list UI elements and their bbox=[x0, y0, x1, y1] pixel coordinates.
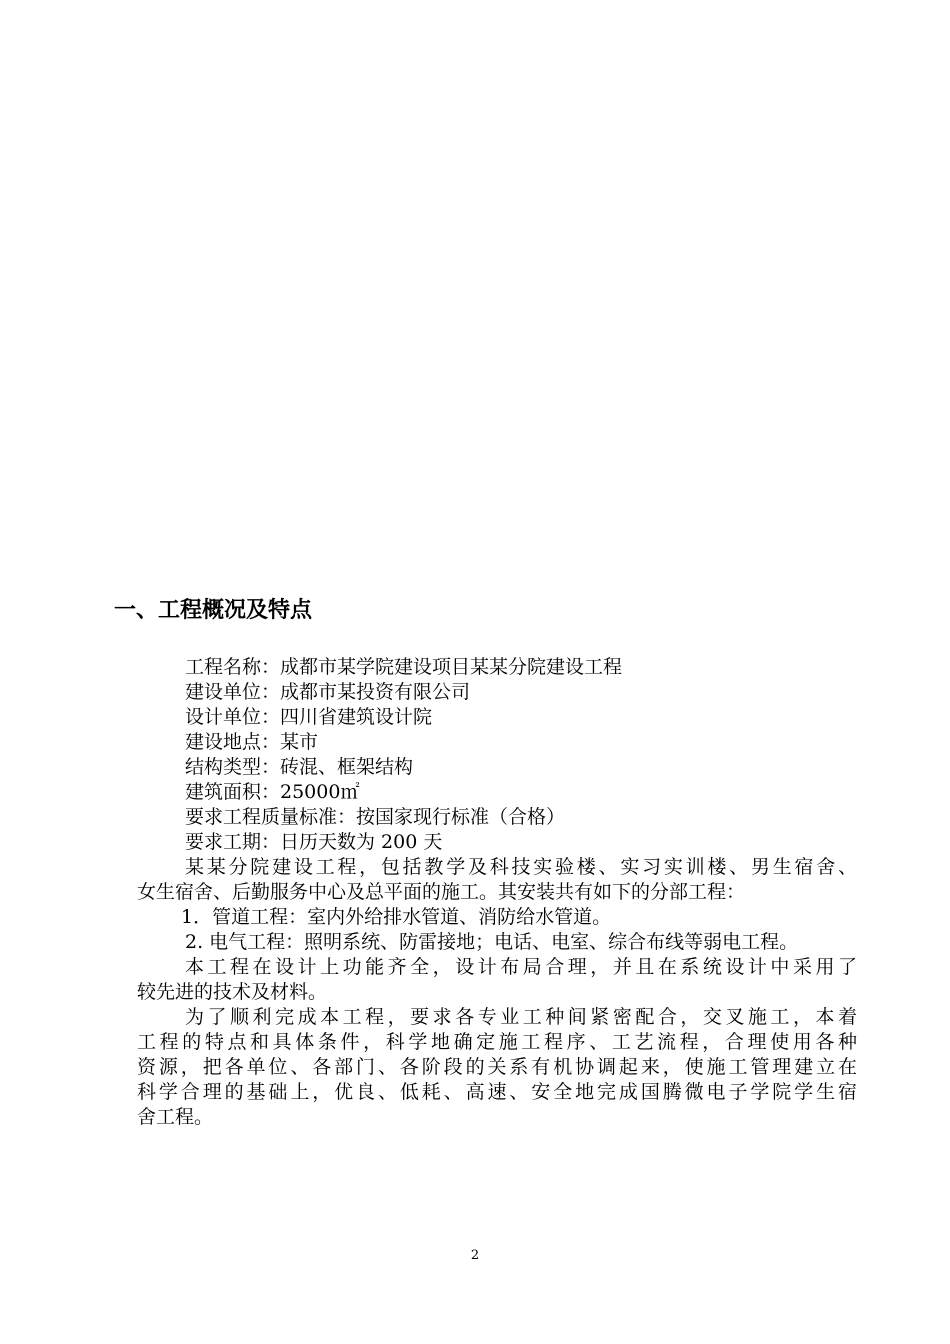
page-number: 2 bbox=[470, 1248, 480, 1263]
paragraph-plan-line-5: 舍工程。 bbox=[137, 1106, 214, 1128]
list-item-electrical: 2. 电气工程：照明系统、防雷接地；电话、电室、综合布线等弱电工程。 bbox=[185, 931, 799, 953]
info-builder: 建设单位：成都市某投资有限公司 bbox=[185, 681, 471, 703]
paragraph-scope-line-1: 某某分院建设工程，包括教学及科技实验楼、实习实训楼、男生宿舍、 bbox=[185, 856, 857, 878]
info-area-text: 建筑面积：25000㎡ bbox=[185, 781, 360, 803]
paragraph-design-line-1: 本工程在设计上功能齐全，设计布局合理，并且在系统设计中采用了 bbox=[185, 956, 857, 978]
paragraph-plan-line-4: 科学合理的基础上，优良、低耗、高速、安全地完成国腾微电子学院学生宿 bbox=[137, 1081, 857, 1103]
paragraph-plan-line-2: 工程的特点和具体条件，科学地确定施工程序、工艺流程，合理使用各种 bbox=[137, 1031, 857, 1053]
info-project-name: 工程名称：成都市某学院建设项目某某分院建设工程 bbox=[185, 656, 623, 678]
info-duration: 要求工期：日历天数为 200 天 bbox=[185, 831, 443, 853]
section-body bbox=[137, 655, 857, 1130]
paragraph-scope-line-2: 女生宿舍、后勤服务中心及总平面的施工。其安装共有如下的分部工程： bbox=[137, 881, 746, 903]
paragraph-plan-line-1: 为了顺利完成本工程，要求各专业工种间紧密配合，交叉施工，本着 bbox=[185, 1006, 857, 1028]
paragraph-design-line-2: 较先进的技术及材料。 bbox=[137, 981, 328, 1003]
info-structure: 结构类型：砖混、框架结构 bbox=[185, 756, 414, 778]
section-heading: 一、工程概况及特点 bbox=[114, 598, 313, 623]
info-location: 建设地点：某市 bbox=[185, 731, 319, 753]
paragraph-plan-line-3: 资源，把各单位、各部门、各阶段的关系有机协调起来，使施工管理建立在 bbox=[137, 1056, 857, 1078]
info-quality: 要求工程质量标准：按国家现行标准（合格） bbox=[185, 806, 566, 828]
info-designer: 设计单位：四川省建筑设计院 bbox=[185, 706, 433, 728]
info-area bbox=[137, 780, 857, 805]
list-item-piping: 1．管道工程：室内外给排水管道、消防给水管道。 bbox=[181, 906, 612, 928]
